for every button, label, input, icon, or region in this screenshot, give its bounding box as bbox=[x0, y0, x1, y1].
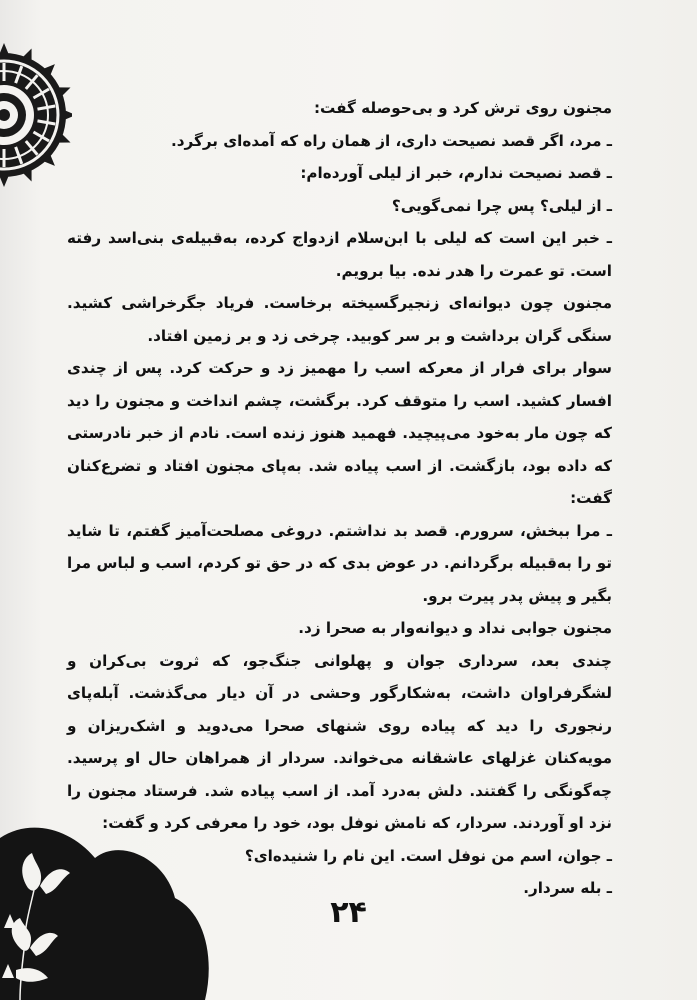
paragraph: ـ بله سردار. bbox=[523, 879, 612, 897]
sun-ornament-icon bbox=[0, 40, 72, 190]
story-text bbox=[67, 92, 612, 905]
paragraph: مجنون جوابی نداد و دیوانه‌وار به صحرا زد. bbox=[298, 619, 612, 637]
paragraph: ـ جوان، اسم من نوفل است. این نام را شنیده‌ای؟ bbox=[244, 846, 612, 865]
paragraph: مجنون چون دیوانه‌ای زنجیرگسیخته برخاست. فریاد جگرخراشی کشید. سنگی گران برداشت و بر سر کوبید. چرخی زد و بر زمین افتاد. bbox=[67, 294, 612, 345]
paragraph: ـ از لیلی؟ پس چرا نمی‌گویی؟ bbox=[391, 196, 612, 215]
flower-ornament-icon bbox=[0, 818, 215, 1000]
page-number: ۲۴ bbox=[330, 895, 367, 930]
paragraph: سوار برای فرار از معرکه اسب را مهمیز زد و حرکت کرد. پس از چندی افسار کشید. اسب را متوقف کرد. برگشت، چشم انداخت و مجنون را دید که چون مار به‌خود می‌پیچید. فهمید هنوز زنده است. نادم از خبر نادرستی که داده بود، بازگشت. از اسب پیاده شد. به‌پای مجنون افتاد و تضرع‌کنان گفت: bbox=[67, 359, 612, 507]
paragraph: مجنون روی ترش کرد و بی‌حوصله گفت: bbox=[313, 99, 612, 117]
paragraph: ـ مرد، اگر قصد نصیحت داری، از همان راه که آمده‌ای برگرد. bbox=[170, 131, 612, 150]
paragraph: ـ خبر این است که لیلی با ابن‌سلام ازدواج کرده، به‌قبیله‌ی بنی‌اسد رفته است. تو عمرت را هدر نده. بیا برویم. bbox=[67, 229, 612, 280]
paragraph: ـ قصد نصیحت ندارم، خبر از لیلی آورده‌ام: bbox=[300, 164, 612, 182]
paragraph: ـ مرا ببخش، سرورم. قصد بد نداشتم. دروغی مصلحت‌آمیز گفتم، تا شاید تو را به‌قبیله برگردانم. در عوض بدی که در حق تو کردم، اسب و لباس مرا بگیر و پیش پدر پیرت برو. bbox=[67, 521, 612, 605]
paragraph: چندی بعد، سرداری جوان و پهلوانی جنگ‌جو، که ثروت بی‌کران و لشگرفراوان داشت، به‌شکارگور وحشی در آن دیار می‌گذشت. آبله‌پای رنجوری را دید که پیاده روی شنهای صحرا می‌دوید و اشک‌ریزان و مویه‌کنان غزلهای عاشقانه می‌خواند. سردار از همراهان حال او پرسید. چه‌گونگی را گفتند. دلش به‌درد آمد. از اسب پیاده شد. فرستاد مجنون را نزد او آوردند. سردار، که نامش نوفل بود، خود را معرفی کرد و گفت: bbox=[67, 651, 612, 832]
